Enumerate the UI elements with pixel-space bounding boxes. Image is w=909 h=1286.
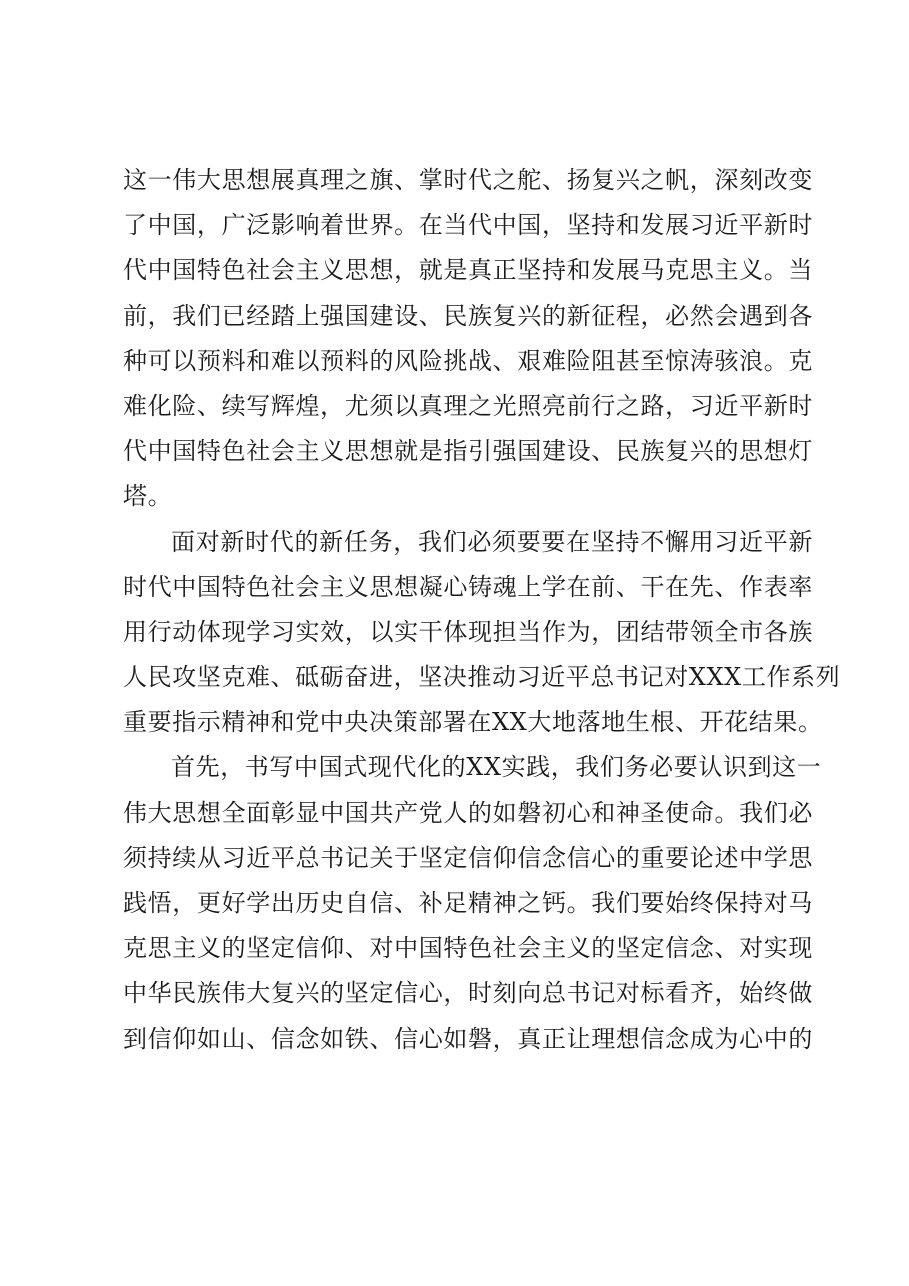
- text-line: 难化险、续写辉煌，尤须以真理之光照亮前行之路，习近平新时: [123, 391, 813, 420]
- body-text: [123, 158, 841, 1062]
- text-line: 时代中国特色社会主义思想凝心铸魂上学在前、干在先、作表率: [123, 572, 813, 601]
- text-line: 用行动体现学习实效，以实干体现担当作为，团结带领全市各族: [123, 617, 813, 646]
- text-line: 塔。: [123, 482, 173, 511]
- paragraph-first-line: 首先，书写中国式现代化的XX实践，我们务必要认识到这一: [171, 753, 822, 782]
- text-line: 克思主义的坚定信仰、对中国特色社会主义的坚定信念、对实现: [123, 934, 813, 963]
- text-line: 人民攻坚克难、砥砺奋进，坚决推动习近平总书记对XXX工作系列: [123, 663, 841, 692]
- text-line: 代中国特色社会主义思想，就是真正坚持和发展马克思主义。当: [123, 256, 813, 285]
- text-line: 了中国，广泛影响着世界。在当代中国，坚持和发展习近平新时: [123, 211, 813, 240]
- text-line: 伟大思想全面彰显中国共产党人的如磐初心和神圣使命。我们必: [123, 798, 813, 827]
- paragraph-first-line: 面对新时代的新任务，我们必须要要在坚持不懈用习近平新: [171, 527, 813, 556]
- text-line: 代中国特色社会主义思想就是指引强国建设、民族复兴的思想灯: [123, 437, 813, 466]
- text-line: 这一伟大思想展真理之旗、掌时代之舵、扬复兴之帆，深刻改变: [123, 166, 813, 194]
- text-line: 种可以预料和难以预料的风险挑战、艰难险阻甚至惊涛骇浪。克: [123, 346, 813, 375]
- text-line: 前，我们已经踏上强国建设、民族复兴的新征程，必然会遇到各: [123, 301, 813, 330]
- text-line: 须持续从习近平总书记关于坚定信仰信念信心的重要论述中学思: [123, 843, 813, 872]
- text-line: 中华民族伟大复兴的坚定信心，时刻向总书记对标看齐，始终做: [123, 979, 813, 1008]
- text-line: 践悟，更好学出历史自信、补足精神之钙。我们要始终保持对马: [123, 889, 813, 917]
- text-line: 重要指示精神和党中央决策部署在XX大地落地生根、开花结果。: [123, 708, 823, 737]
- text-line: 到信仰如山、信念如铁、信心如磐，真正让理想信念成为心中的: [123, 1024, 813, 1053]
